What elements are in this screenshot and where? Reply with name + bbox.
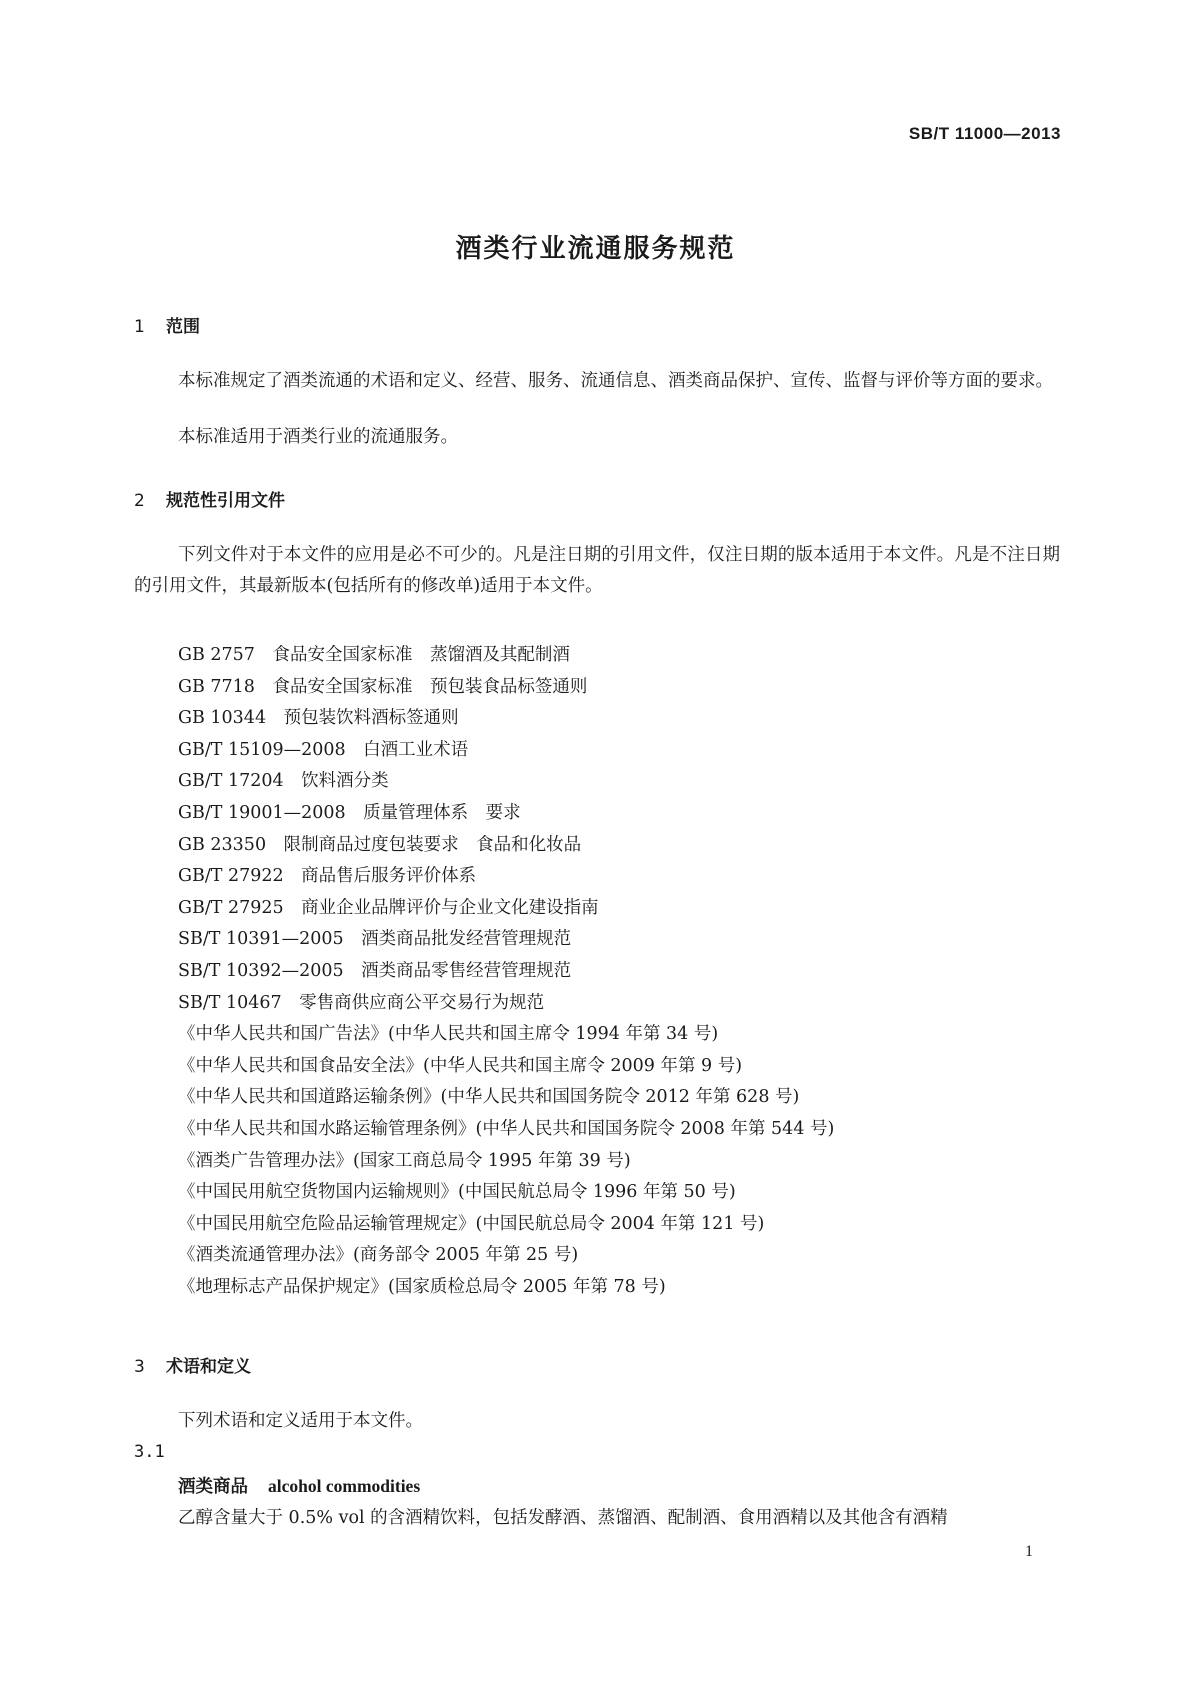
reference-item: SB/T 10391—2005 酒类商品批发经营管理规范 <box>178 929 572 950</box>
reference-item: 《中国民用航空货物国内运输规则》(中国民航总局令 1996 年第 50 号) <box>178 1182 736 1203</box>
reference-item: GB 23350 限制商品过度包装要求 食品和化妆品 <box>178 834 582 855</box>
page-number: 1 <box>1025 1543 1033 1560</box>
section-2-intro: 下列文件对于本文件的应用是必不可少的。凡是注日期的引用文件，仅注日期的版本适用于本文件。凡是不注日期的引用文件，其最新版本(包括所有的修改单)适用于本文件。 <box>134 545 1060 596</box>
reference-item: GB 7718 食品安全国家标准 预包装食品标签通则 <box>178 676 588 697</box>
section-3-intro: 下列术语和定义适用于本文件。 <box>178 1411 423 1431</box>
section-1-heading <box>134 312 200 337</box>
reference-item: GB 10344 预包装饮料酒标签通则 <box>178 708 459 729</box>
section-1-number: 1 <box>134 317 145 337</box>
term-entry <box>178 1473 420 1498</box>
reference-list <box>178 640 834 1303</box>
term-definition: 乙醇含量大于 0.5% vol 的含酒精饮料，包括发酵酒、蒸馏酒、配制酒、食用酒精以及其他含有酒精 <box>178 1508 948 1528</box>
standard-code: SB/T 11000—2013 <box>908 124 1061 143</box>
term-chinese: 酒类商品 <box>178 1477 248 1497</box>
section-2-number: 2 <box>134 491 145 511</box>
section-1-paragraph-2: 本标准适用于酒类行业的流通服务。 <box>178 427 458 447</box>
reference-item: 《中国民用航空危险品运输管理规定》(中国民航总局令 2004 年第 121 号) <box>178 1213 765 1234</box>
reference-item: GB/T 17204 饮料酒分类 <box>178 771 389 792</box>
reference-item: 《酒类广告管理办法》(国家工商总局令 1995 年第 39 号) <box>178 1150 631 1171</box>
reference-item: 《地理标志产品保护规定》(国家质检总局令 2005 年第 78 号) <box>178 1276 666 1297</box>
section-3-title: 术语和定义 <box>166 1357 251 1377</box>
reference-item: GB/T 19001—2008 质量管理体系 要求 <box>178 802 521 823</box>
section-2-title: 规范性引用文件 <box>166 491 285 511</box>
reference-item: SB/T 10392—2005 酒类商品零售经营管理规范 <box>178 960 572 981</box>
reference-item: GB/T 15109—2008 白酒工业术语 <box>178 739 469 760</box>
section-1-paragraph-1: 本标准规定了酒类流通的术语和定义、经营、服务、流通信息、酒类商品保护、宣传、监督与评价等方面的要求。 <box>178 371 1053 391</box>
term-english: alcohol commodities <box>268 1476 421 1496</box>
reference-item: SB/T 10467 零售商供应商公平交易行为规范 <box>178 992 545 1013</box>
document-title: 酒类行业流通服务规范 <box>455 234 736 264</box>
section-1-title: 范围 <box>166 317 200 337</box>
reference-item: 《中华人民共和国广告法》(中华人民共和国主席令 1994 年第 34 号) <box>178 1024 719 1045</box>
clause-number: 3.1 <box>134 1442 165 1462</box>
reference-item: 《酒类流通管理办法》(商务部令 2005 年第 25 号) <box>178 1245 579 1266</box>
section-2-heading <box>134 486 285 511</box>
section-3-heading <box>134 1352 251 1377</box>
reference-item: 《中华人民共和国食品安全法》(中华人民共和国主席令 2009 年第 9 号) <box>178 1055 743 1076</box>
section-3-number: 3 <box>134 1357 145 1377</box>
reference-item: GB 2757 食品安全国家标准 蒸馏酒及其配制酒 <box>178 645 570 665</box>
reference-item: GB/T 27925 商业企业品牌评价与企业文化建设指南 <box>178 897 599 918</box>
reference-item: 《中华人民共和国道路运输条例》(中华人民共和国国务院令 2012 年第 628 号) <box>178 1087 800 1108</box>
reference-item: GB/T 27922 商品售后服务评价体系 <box>178 866 477 887</box>
reference-item: 《中华人民共和国水路运输管理条例》(中华人民共和国国务院令 2008 年第 544 号) <box>178 1118 835 1139</box>
